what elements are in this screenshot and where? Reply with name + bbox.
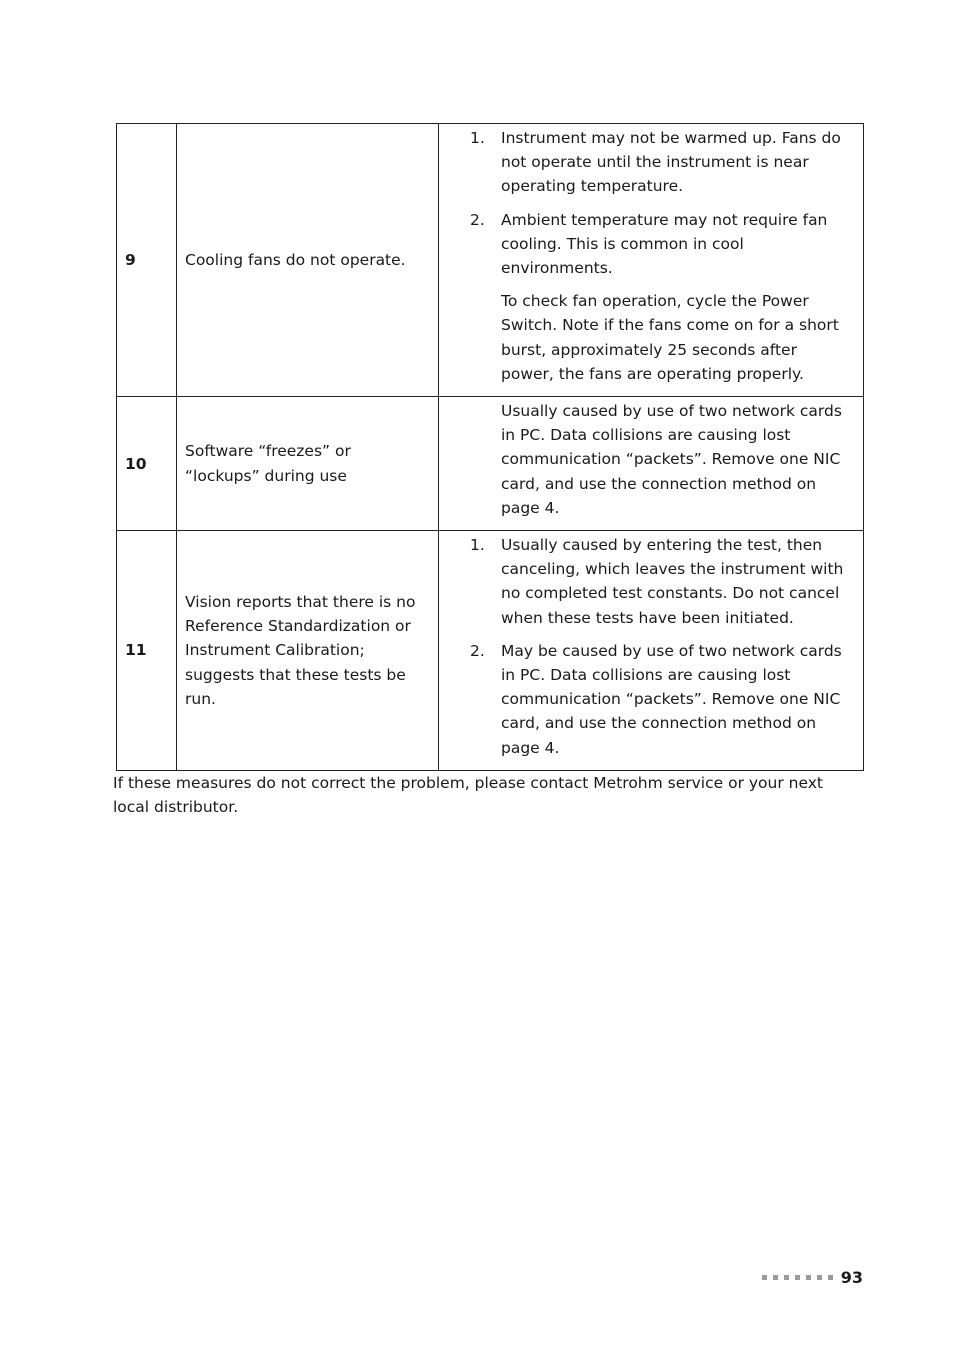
- page-footer: [762, 1268, 863, 1287]
- row-number: 10: [117, 397, 177, 531]
- solution-text: Usually caused by use of two network cards in PC. Data collisions are causing lost communication “packets”. Remove one NIC card, and use the connection method on page 4.: [501, 402, 842, 517]
- solution-text: Instrument may not be warmed up. Fans do not operate until the instrument is near operating temperature.: [501, 129, 841, 196]
- dot-icon: [773, 1275, 778, 1280]
- page-content: [113, 123, 864, 834]
- dot-icon: [817, 1275, 822, 1280]
- solution-number: 1.: [470, 536, 485, 555]
- dot-icon: [806, 1275, 811, 1280]
- table-row: [117, 531, 864, 771]
- page-dots-decoration: [762, 1275, 833, 1280]
- solution-number: [439, 289, 501, 386]
- solution-item: [439, 126, 853, 199]
- solution-number: 2.: [470, 641, 485, 660]
- footer-note: If these measures do not correct the problem, please contact Metrohm service or your next local distributor.: [113, 773, 823, 816]
- solution-text: May be caused by use of two network cards in PC. Data collisions are causing lost communication “packets”. Remove one NIC card, and use the connection method on page 4.: [501, 641, 842, 757]
- solution-item: [439, 639, 853, 760]
- solution-cell: [439, 397, 864, 531]
- solution-item: [439, 533, 853, 630]
- dot-icon: [828, 1275, 833, 1280]
- solution-text: Ambient temperature may not require fan cooling. This is common in cool environments.: [501, 210, 828, 278]
- solution-item: [439, 289, 853, 386]
- solution-number: 1.: [470, 129, 485, 147]
- table-row: [117, 397, 864, 531]
- row-number: 9: [117, 124, 177, 397]
- row-number: 11: [117, 531, 177, 771]
- solution-item: [439, 399, 853, 520]
- solution-cell: [439, 531, 864, 771]
- problem-cell: Vision reports that there is no Reference Standardization or Instrument Calibration; suggests that these tests be run.: [177, 531, 439, 771]
- solution-number: [439, 399, 501, 520]
- solution-cell: [439, 124, 864, 397]
- solution-text: To check fan operation, cycle the Power Switch. Note if the fans come on for a short burst, approximately 25 seconds after power, the fans are operating properly.: [501, 292, 839, 383]
- solution-number: 2.: [470, 210, 485, 229]
- solution-text: Usually caused by entering the test, then canceling, which leaves the instrument with no completed test constants. Do not cancel when these tests have been initiated.: [501, 536, 844, 627]
- solution-item: [439, 208, 853, 281]
- table-row: [117, 124, 864, 397]
- dot-icon: [762, 1275, 767, 1280]
- dot-icon: [795, 1275, 800, 1280]
- dot-icon: [784, 1275, 789, 1280]
- troubleshooting-table: [116, 123, 864, 771]
- page-number: 93: [840, 1268, 863, 1287]
- problem-cell: Software “freezes” or “lockups” during use: [177, 397, 439, 531]
- problem-cell: Cooling fans do not operate.: [177, 124, 439, 397]
